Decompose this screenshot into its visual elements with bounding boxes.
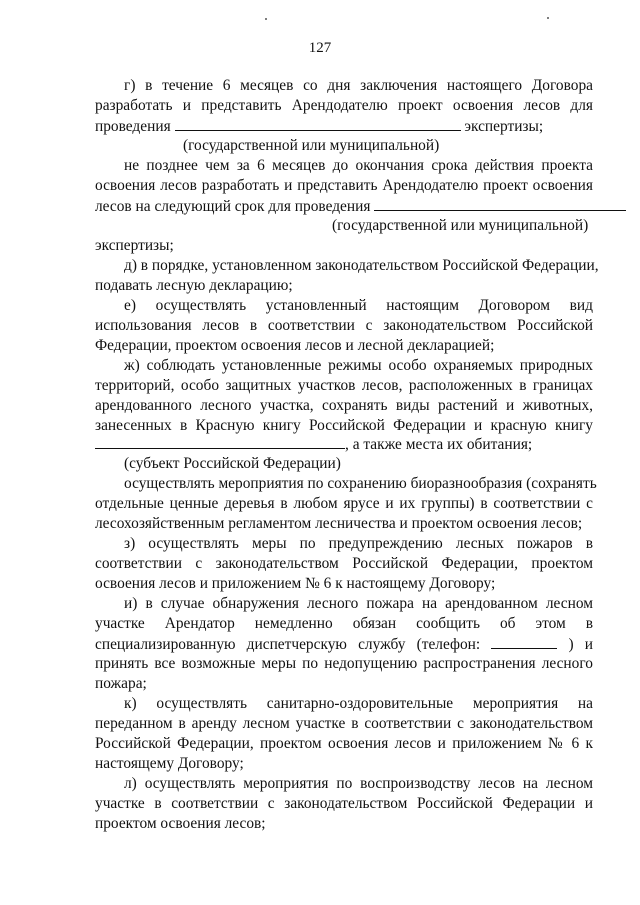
text-line: г) в течение 6 месяцев со дня заключения настоящего Договора xyxy=(124,77,593,94)
text-line: освоения лесов разработать и представить Арендодателю проект освоения xyxy=(95,177,593,194)
text-line: д) в порядке, установленном законодательством Российской Федерации, xyxy=(124,257,599,274)
text-line: территорий, особо защитных участков лесов, расположенных в границах xyxy=(95,377,593,394)
text-line: освоения лесов и приложением № 6 к настоящему Договору; xyxy=(95,575,496,592)
field-caption: (государственной или муниципальной) xyxy=(332,217,589,234)
text-fragment: экспертизы; xyxy=(464,118,544,135)
text-line: принять все возможные меры по недопущению распространения лесного xyxy=(95,655,593,672)
text-line: подавать лесную декларацию; xyxy=(95,277,293,294)
text-fragment: , а также места их обитания; xyxy=(345,436,533,453)
text-line: Российской Федерации, проектом освоения лесов и приложением № 6 к xyxy=(95,735,593,752)
text-line: и) в случае обнаружения лесного пожара на арендованном лесном xyxy=(124,595,593,612)
text-line: лесохозяйственным регламентом лесничества и проектом освоения лесов; xyxy=(95,515,583,532)
text-line: использования лесов в соответствии с законодательством Российской xyxy=(95,317,593,334)
text-line: арендованного лесного участка, сохранять виды растений и животных, xyxy=(95,397,593,414)
text-line: не позднее чем за 6 месяцев до окончания срока действия проекта xyxy=(124,157,593,174)
text-line xyxy=(95,634,593,655)
text-line: соответствии с законодательством Российской Федерации, проектом xyxy=(95,555,593,572)
text-fragment: проведения xyxy=(95,118,171,135)
page-number: 127 xyxy=(308,40,332,56)
text-line: проектом освоения лесов; xyxy=(95,815,266,832)
text-line xyxy=(95,434,532,455)
text-line: отдельные ценные деревья в любом ярусе и их группы) в соответствии с xyxy=(95,495,593,512)
text-line: участке в соответствии с законодательством Российской Федерации и xyxy=(95,795,593,812)
text-fragment: лесов на следующий срок для проведения xyxy=(95,198,371,215)
text-line xyxy=(95,116,543,137)
text-fragment: специализированную диспетчерскую службу (телефон: xyxy=(95,636,481,653)
text-line: л) осуществлять мероприятия по воспроизводству лесов на лесном xyxy=(124,775,593,792)
text-line: занесенных в Красную книгу Российской Федерации и красную книгу xyxy=(95,417,593,434)
text-line: настоящему Договору; xyxy=(95,755,244,772)
text-line: е) осуществлять установленный настоящим Договором вид xyxy=(124,297,593,314)
text-line: к) осуществлять санитарно-оздоровительные мероприятия на xyxy=(124,695,593,712)
text-line xyxy=(95,196,626,217)
field-caption: (субъект Российской Федерации) xyxy=(124,455,341,472)
blank-underline xyxy=(374,196,626,211)
blank-underline xyxy=(95,434,345,449)
blank-underline xyxy=(175,116,461,131)
text-line: пожара; xyxy=(95,675,147,692)
blank-underline xyxy=(491,634,557,649)
text-line: переданном в аренду лесном участке в соответствии с законодательством xyxy=(95,715,593,732)
text-line: экспертизы; xyxy=(95,237,174,254)
text-line: осуществлять мероприятия по сохранению биоразнообразия (сохранять xyxy=(124,475,597,492)
text-line: з) осуществлять меры по предупреждению лесных пожаров в xyxy=(124,535,593,552)
text-line: ж) соблюдать установленные режимы особо охраняемых природных xyxy=(124,357,593,374)
scan-speck xyxy=(547,17,549,19)
text-line: участке Арендатор немедленно обязан сообщить об этом в xyxy=(95,615,593,632)
text-line: разработать и представить Арендодателю проект освоения лесов для xyxy=(95,97,593,114)
field-caption: (государственной или муниципальной) xyxy=(183,137,440,154)
scan-speck xyxy=(265,18,267,20)
text-line: Федерации, проектом освоения лесов и лесной декларацией; xyxy=(95,337,495,354)
text-fragment: ) и xyxy=(568,636,593,653)
